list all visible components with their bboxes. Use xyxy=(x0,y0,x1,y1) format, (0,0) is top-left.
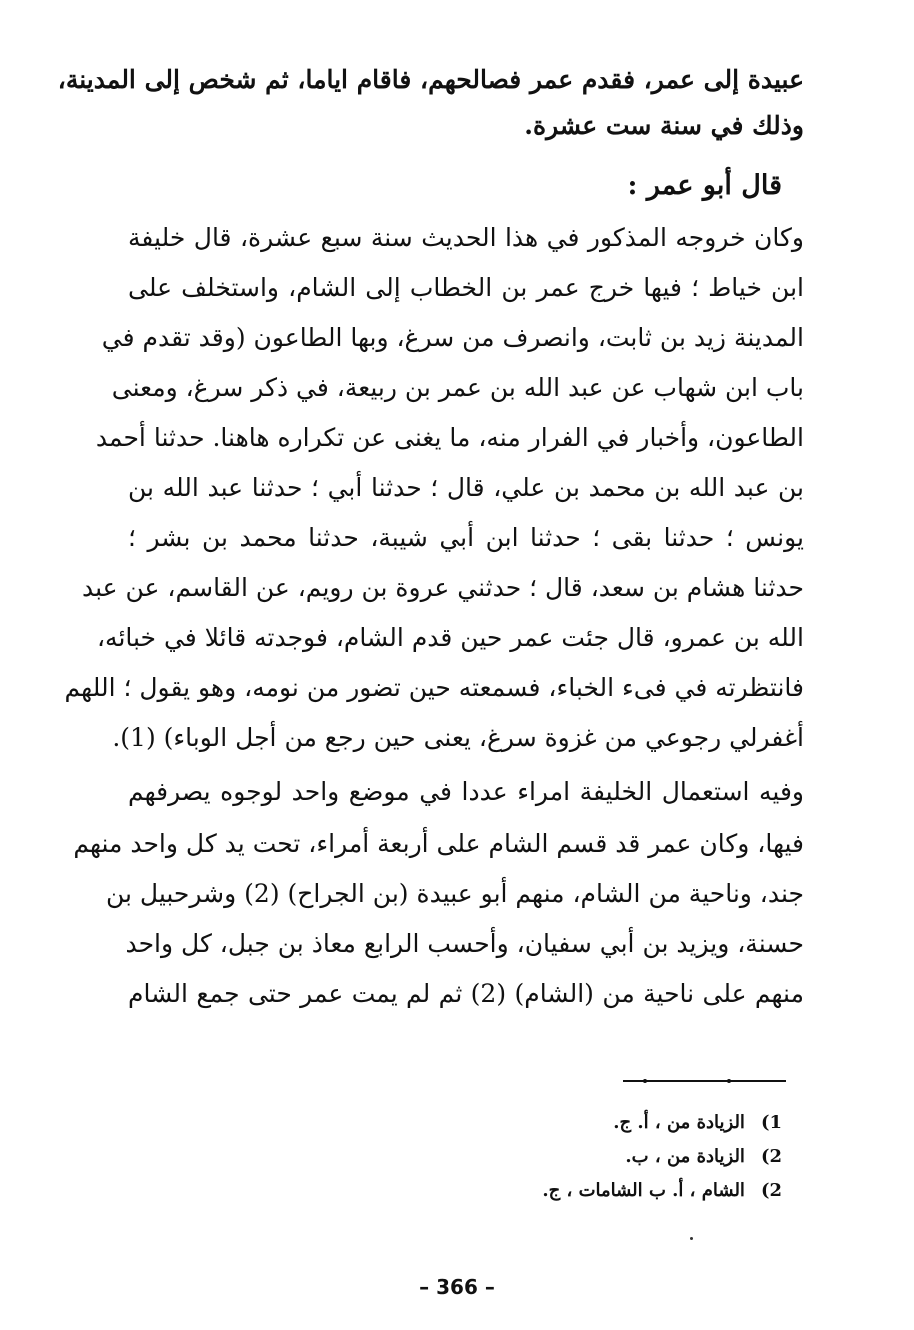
paragraph-2-line: جند، وناحية من الشام، منهم أبو عبيدة (بن الجراح) (2) وشرحبيل بن xyxy=(105,879,804,908)
paragraph-2-line: حسنة، ويزيد بن أبي سفيان، وأحسب الرابع معاذ بن جبل، كل واحد xyxy=(125,929,804,958)
paragraph-2-line: وفيه استعمال الخليفة امراء عددا في موضع واحد لوجوه يصرفهم xyxy=(128,777,804,806)
paragraph-2-line: فيها، وكان عمر قد قسم الشام على أربعة أمراء، تحت يد كل واحد منهم xyxy=(73,829,804,858)
section-heading: قال أبو عمر : xyxy=(627,170,782,201)
footnote-2 xyxy=(625,1146,782,1167)
paragraph-1-line: الطاعون، وأخبار في الفرار منه، ما يغنى عن تكراره هاهنا. حدثنا أحمد xyxy=(95,423,804,452)
paragraph-1-line: فانتظرته في فىء الخباء، فسمعته حين تضور من نومه، وهو يقول ؛ اللهم xyxy=(64,673,804,702)
footnote-text: الزيادة من ، ب. xyxy=(625,1146,745,1167)
footnote-text: الشام ، أ. ب الشامات ، ج. xyxy=(542,1180,745,1201)
paragraph-1-line: المدينة زيد بن ثابت، وانصرف من سرغ، وبها الطاعون (وقد تقدم في xyxy=(101,323,804,352)
page-number: – 366 – xyxy=(419,1275,495,1299)
paragraph-2-line: منهم على ناحية من (الشام) (2) ثم لم يمت عمر حتى جمع الشام xyxy=(128,979,804,1008)
footnote-number: 1) xyxy=(760,1112,782,1133)
paragraph-1-line: حدثنا هشام بن سعد، قال ؛ حدثني عروة بن رويم، عن القاسم، عن عبد xyxy=(81,573,804,602)
body-line-1: عبيدة إلى عمر، فقدم عمر فصالحهم، فاقام اياما، ثم شخص إلى المدينة، xyxy=(57,65,804,94)
scan-speck xyxy=(690,1237,693,1240)
paragraph-1-line: باب ابن شهاب عن عبد الله بن عمر بن ربيعة، في ذكر سرغ، ومعنى xyxy=(111,373,804,402)
paragraph-1-line: الله بن عمرو، قال جئت عمر حين قدم الشام، فوجدته قائلا في خبائه، xyxy=(96,623,804,652)
paragraph-1-line: بن عبد الله بن محمد بن علي، قال ؛ حدثنا أبي ؛ حدثنا عبد الله بن xyxy=(128,473,804,502)
paragraph-1-line: ابن خياط ؛ فيها خرج عمر بن الخطاب إلى الشام، واستخلف على xyxy=(128,273,804,302)
paragraph-1-line: يونس ؛ حدثنا بقى ؛ حدثنا ابن أبي شيبة، حدثنا محمد بن بشر ؛ xyxy=(128,523,804,552)
footnote-1 xyxy=(613,1112,782,1133)
footnote-separator xyxy=(623,1080,786,1082)
paragraph-1-line: أغفرلي رجوعي من غزوة سرغ، يعنى حين رجع من أجل الوباء) (1). xyxy=(112,723,804,752)
body-line-2: وذلك في سنة ست عشرة. xyxy=(524,111,804,140)
footnote-number: 2) xyxy=(760,1146,782,1167)
paragraph-1-line: وكان خروجه المذكور في هذا الحديث سنة سبع عشرة، قال خليفة xyxy=(128,223,804,252)
footnote-3 xyxy=(542,1180,782,1201)
footnote-text: الزيادة من ، أ. ج. xyxy=(613,1112,745,1133)
footnote-number: 2) xyxy=(760,1180,782,1201)
